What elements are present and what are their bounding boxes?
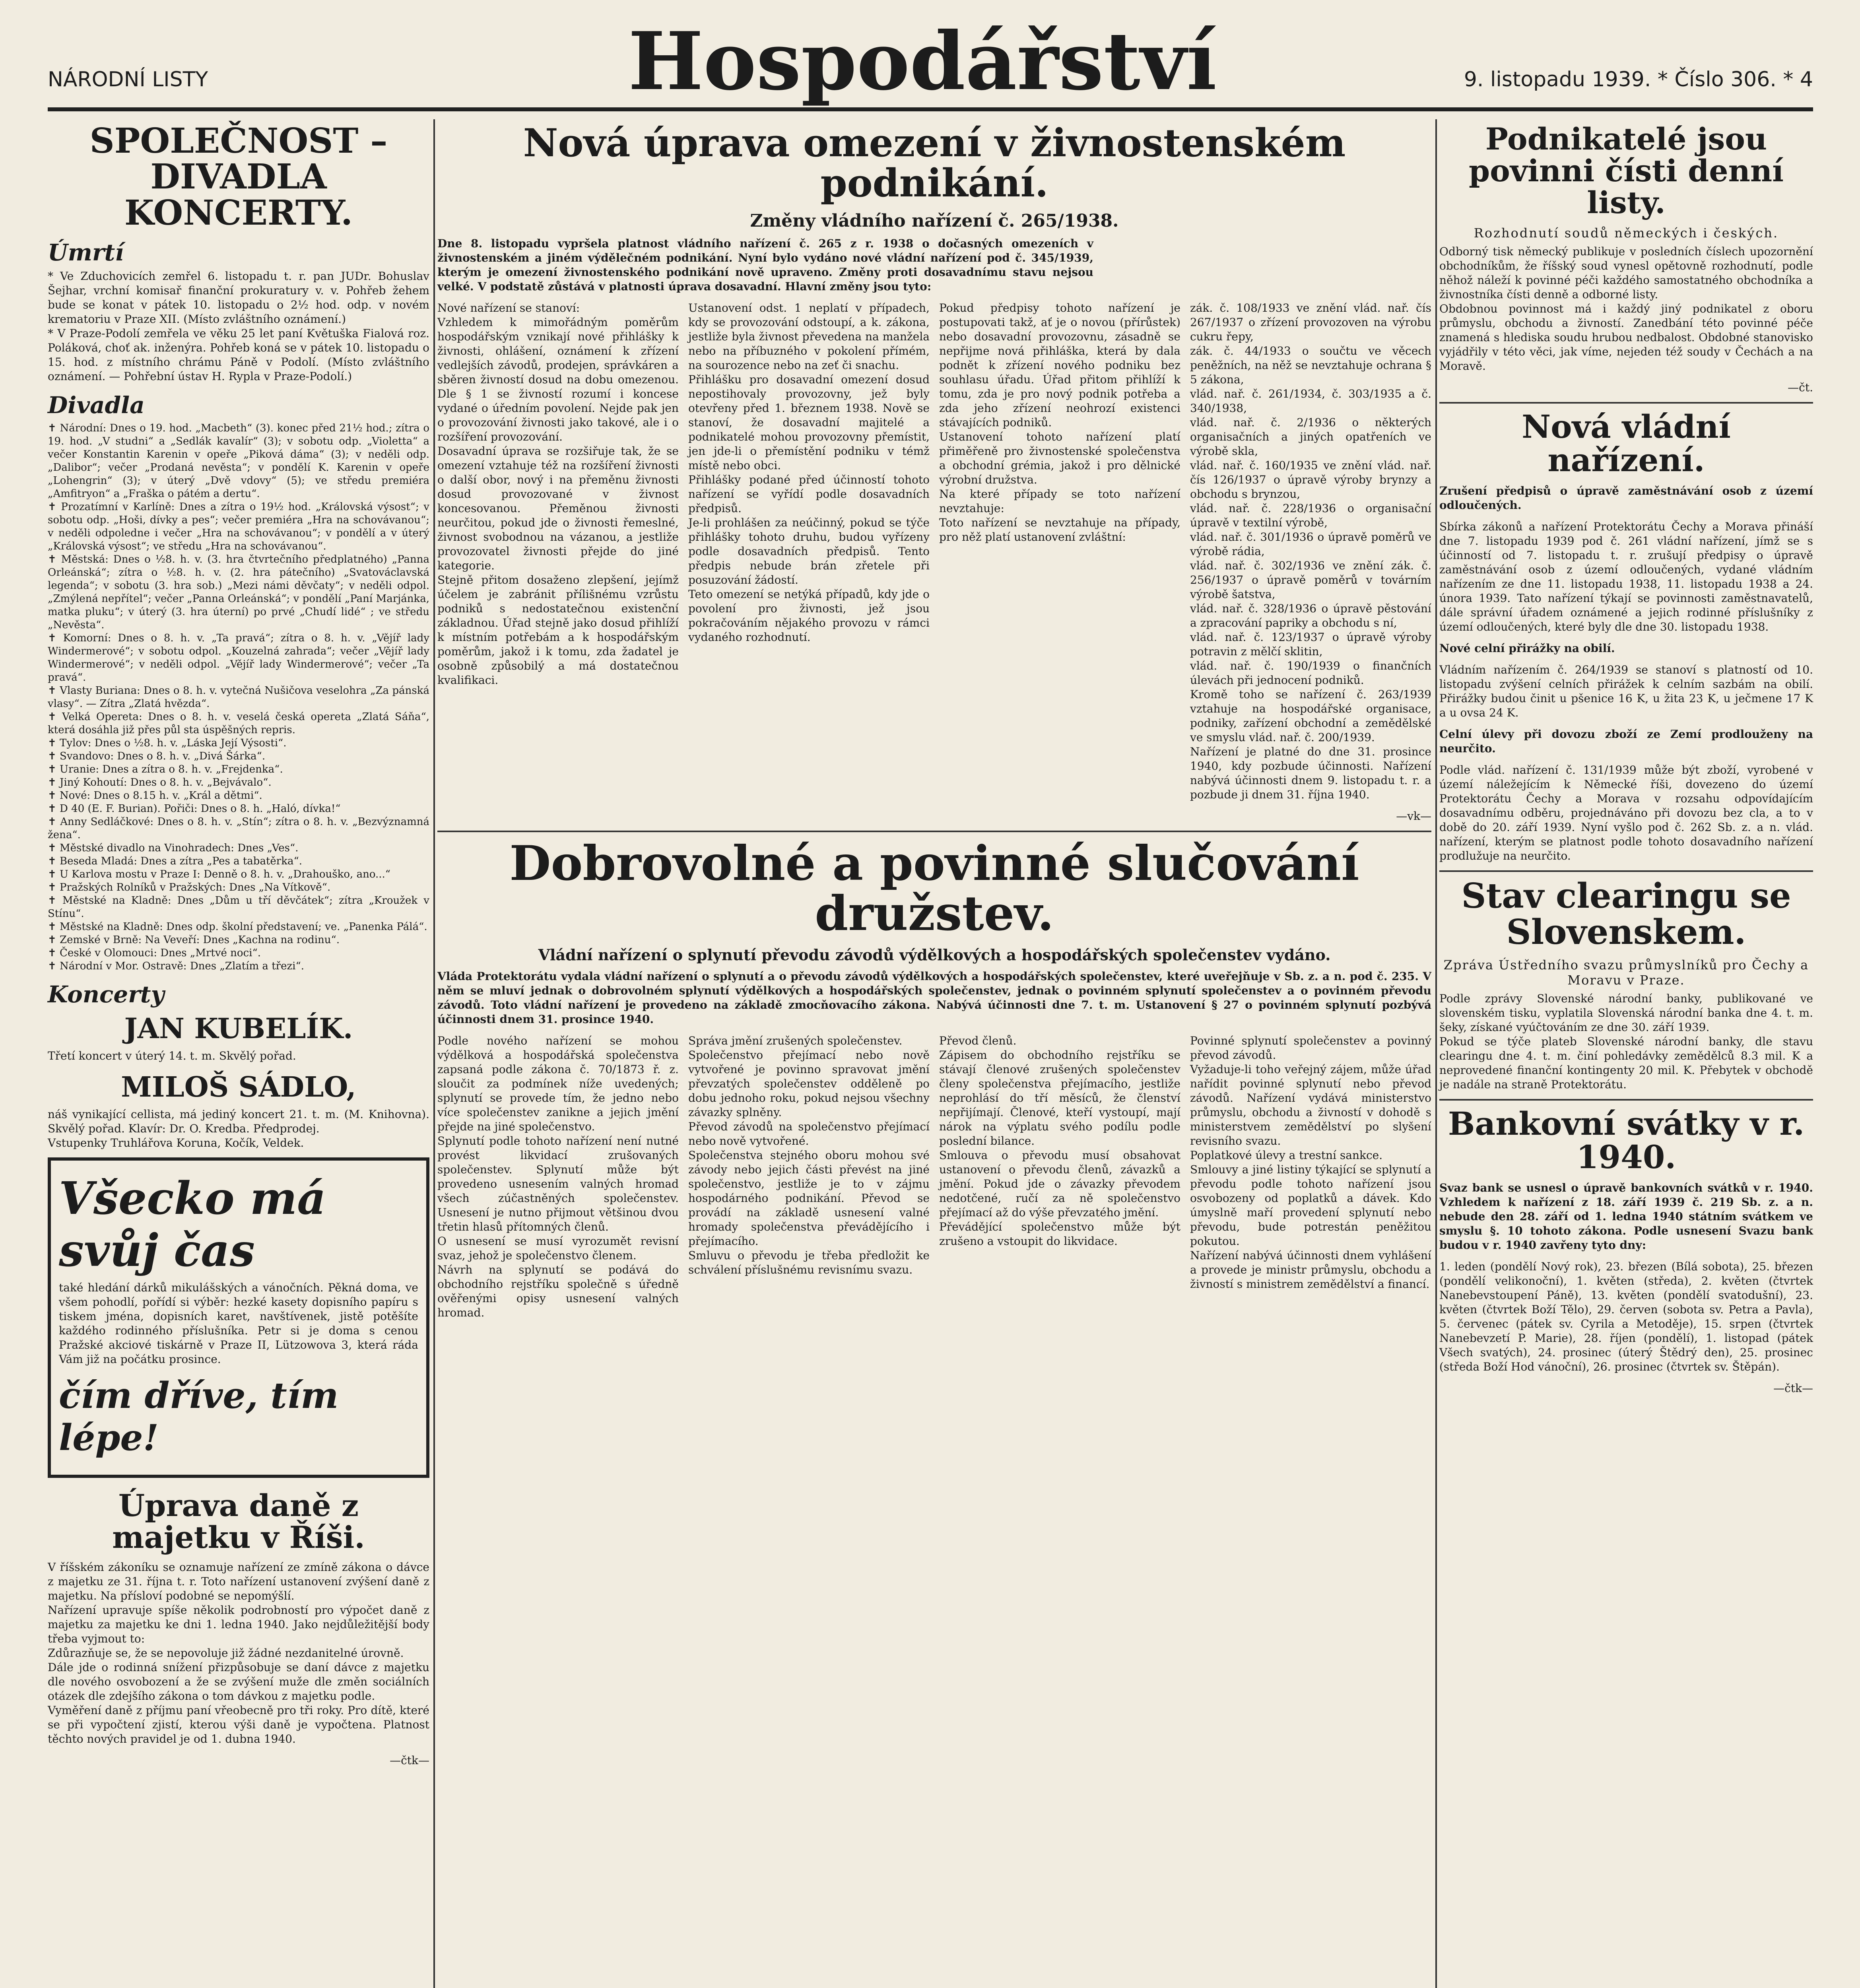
advert-text: také hledání dárků mikulášských a vánočních. Pěkná doma, ve všem pohodlí, pořídí si výběr: hezké kasety dopisního papíru s tiskem jména, dopisních karet, navštívenek, jistě potěšíte každého rodinného příslušníka. Petr si je doma s cenou Pražské akciové tiskárně v Praze II, Lützowova 3, která ráda Vám již na počátku prosince. — [59, 1281, 422, 1366]
advert-headline: Všecko má svůj čas — [59, 1172, 326, 1277]
trade-article-column: Ustanovení odst. 1 neplatí v případech, kdy se provozování odstoupí, a k. zákona, jestliže byla živnost převedena na manžela nebo na příbuzného v pokolení přímém, na sourozence nebo na zeť či snachu. Přihlášku pro dosavadní omezení dosud nepostihovaly provozovny, jež byly otevřeny před 1. březnem 1938. Nově se stanoví, že dosavadní majitelé a podnikatelé mohou provozovny přemístit, jen jde-li o přemístění podniku v témž místě nebo obci. Přihlášky podané před účinností tohoto nařízení se vyřídí podle dosavadních předpisů. Je-li prohlášen za neúčinný, pokud se týče přihlášky tohoto druhu, budou vyřízeny podle dosavadních předpisů. Tento předpis nebude brán zřetele při posuzování žádostí. Teto omezení se netýká případů, kdy jde o povolení pro živnosti, jež jsou pokračováním nějakého provozu v rámci vydaného rozhodnutí. — [688, 301, 930, 644]
stationery-advert — [48, 1157, 429, 1478]
trade-article-signature: —vk— — [1396, 809, 1431, 823]
trade-article-title: Nová úprava omezení v živnostenském podnikání. — [523, 120, 1346, 206]
decree-subheading: Celní úlevy při dovozu zboží ze Zemí prodlouženy na neurčito. — [1439, 728, 1817, 755]
section-divider — [1439, 1099, 1813, 1101]
trade-article-lead: Dne 8. listopadu vypršela platnost vládního nařízení č. 265 z r. 1938 o dočasných omezeních v živnostenském a jiném výdělečném podnikání. Nyní bylo vydáno nové vládní nařízení pod č. 345/1939, kterým je omezení živnostenského podnikání nově upraveno. Změny proti dosavadnímu stavu nejsou velké. V podstatě zůstává v platnosti úprava dosavadní. Hlavní změny jsou tyto: — [437, 237, 1097, 293]
decree-subheading: Nové celní přirážky na obilí. — [1439, 642, 1615, 655]
column-rule — [1435, 119, 1437, 1988]
entrepreneurs-article-subtitle: Rozhodnutí soudů německých i českých. — [1474, 225, 1779, 241]
section-divider — [1439, 870, 1813, 872]
bank-holidays-text: 1. leden (pondělí Nový rok), 23. březen (Bílá sobota), 25. březen (pondělí velikonoční), 1. květen (středa), 2. květen (čtvrtek Nanebevstoupení Páně), 13. květen (pondělí svatodušní), 23. květen (čtvrtek Boží Tělo), 29. červen (sobota sv. Petra a Pavla), 5. červenec (pátek sv. Cyrila a Metoděje), 15. srpen (čtvrtek Nanebevzetí P. Marie), 28. říjen (pondělí), 1. listopad (pátek Všech svatých), 24. prosinec (úterý Štědrý den), 25. prosinec (středa Boží Hod vánoční), 26. prosinec (čtvrtek sv. Štěpán). — [1439, 1260, 1817, 1373]
entrepreneurs-article-signature: —čt. — [1788, 381, 1813, 394]
cooperatives-article-column: Převod členů. Zápisem do obchodního rejstříku se stávají členové zrušených společenstev členy společenstva přejímacího, jestliže neprohlásí do tří měsíců, že členství nepřijímají. Členové, kteří vystoupí, mají nárok na výplatu svého podílu podle poslední bilance. Smlouva o převodu musí obsahovat ustanovení o převodu členů, závazků a jmění. Pokud jde o závazky převodem nedotčené, ručí za ně společenstvo přejímací až do výše převzatého jmění. Převádějící společenstvo může být zrušeno a vstoupit do likvidace. — [939, 1034, 1180, 1248]
clearing-article-title: Stav clearingu se Slovenskem. — [1461, 876, 1791, 952]
section-divider — [437, 831, 1431, 832]
decree-text: Sbírka zákonů a nařízení Protektorátu Čechy a Morava přináší dne 7. listopadu 1939 pod č. 261 vládní nařízení, jímž se s účinností od 7. listopadu t. r. zrušují předpisy o úpravě zaměstnávání osob z území odloučených, vydané vládním nařízením ze dne 11. listopadu 1938, 11. listopadu 1938 a 24. února 1939. Tato nařízení týkají se povinnosti zaměstnavatelů, dále správní úřadem oznámené a jejich rodinné příslušníky z území odloučených, které byly dle dne 30. listopadu 1938. — [1439, 520, 1817, 634]
clearing-article-text: Podle zprávy Slovenské národní banky, publikované ve slovenském tisku, vyplatila Slovenská národní banka dne 4. t. m. šeky, získané vyúčtováním ze dne 30. září 1939. Pokud se týče plateb Slovenské národní banky, dle stavu clearingu dne 4. t. m. činí pohledávky zemědělců 8.3 mil. K a neprovedené finanční kontingenty 20 mil. K. Přebytek v obchodě je nadále na straně Protektorátu. — [1439, 992, 1813, 1091]
decree-text: Podle vlád. nařízení č. 131/1939 může být zboží, vyrobené v území náležejícím k Německé říši, dovezeno do území Protektorátu Čechy a Morava v rozsahu odpovídajícím dosavadnímu odběru, projednáváno při dovozu bez cla, a to v době do 20. září 1939. Nyní vyšlo pod č. 262 Sb. z. a n. vlád. nařízení, kterým se platnost podle tohoto dosavadního nařízení prodlužuje na neurčito. — [1439, 763, 1817, 863]
concert-sadlo-text: náš vynikající cellista, má jediný koncert 21. t. m. (M. Knihovna). Skvělý pořad. Klavír: Dr. O. Kredba. Předprodej. Vstupenky Truhlářova Koruna, Kočík, Veldek. — [48, 1107, 429, 1149]
cooperatives-article-subtitle: Vládní nařízení o splynutí převodu závodů výdělkových a hospodářských společenstev vydáno. — [538, 945, 1331, 964]
trade-article-column: Pokud předpisy tohoto nařízení je postupovati takž, ať je o novou (přírůstek) nebo dosavadní provozovnu, zásadně se nepřijme nová přihláška, která by dala podnět k zřízení nového podniku bez souhlasu úřadu. Úřad přitom přihlíží k tomu, zda je pro nový podnik potřeba a zda jeho zřízení neohrozí existenci stávajících podniků. Ustanovení tohoto nařízení platí přiměřeně pro živnostenské společenstva a obchodní grémia, jakož i pro dělnické výrobní družstva. Na které případy se toto nařízení nevztahuje: Toto nařízení se nevztahuje na případy, pro něž platí ustanovení zvláštní: — [939, 301, 1180, 544]
masthead — [48, 16, 1813, 111]
theatres-label: Divadla — [48, 391, 145, 419]
government-decrees-title: Nová vládní nařízení. — [1522, 408, 1731, 479]
cooperatives-article-column: Podle nového nařízení se mohou výdělková a hospodářská společenstva zapsaná podle zákona č. 70/1873 ř. z. sloučit za podmínek níže uvedených; splynutí se provede tím, že jedno nebo více společenstev zanikne a jejich jmění přejde na jiné společenstvo. Splynutí podle tohoto nařízení není nutné provést likvidací zrušovaných společenstev. Splynutí může být provedeno usnesením valných hromad všech zúčastněných společenstev. Usnesení je nutno přijmout většinou dvou třetin hlasů přítomných členů. O usnesení se musí vyrozumět revisní svaz, jehož je společenstvo členem. Návrh na splynutí se podává do obchodního rejstříku společně s úředně ověřenými opisy usnesení valných hromad. — [437, 1034, 679, 1319]
tax-article-text: V říšském zákoníku se oznamuje nařízení ze zmíně zákona o dávce z majetku ze 31. října t. r. Toto nařízení ustanovení zvýšení daně z majetku. Na přísloví podobné se nepomýšlí. Nařízení upravuje spíše několik podrobností pro výpočet daně z majetku za majetku ke dni 1. ledna 1940. Jako nejdůležitější body třeba vyjmout to: Zdůrazňuje se, že se nepovoluje již žádné nezdanitelné úrovně. Dále jde o rodinná snížení přizpůsobuje se daní dávce z majetku dle nového osvobození a že se zvýšení muže dle změn sociálních otázek dle zdejšího zákona o tom dávkou z majetku podle. Vyměření daně z příjmu paní vřeobecně pro tři roky. Pro dítě, které se při vypočtení zjistí, kterou výši daně je vypočtena. Platnost těchto nových pravidel je od 1. dubna 1940. — [48, 1561, 429, 1746]
left-column — [48, 119, 429, 1988]
clearing-article-subtitle: Zpráva Ústředního svazu průmyslníků pro Čechy a Moravu v Praze. — [1443, 957, 1809, 988]
bank-holidays-lead: Svaz bank se usnesl o úpravě bankovních svátků v r. 1940. Vzhledem k nařízení z 18. září 1939 č. 219 Sb. z. a n. nebude den 28. září od 1. ledna 1940 státním svátkem ve smyslu §. 10 tohoto zákona. Podle usnesení Svazu bank budou v r. 1940 zavřeny tyto dny: — [1439, 1181, 1817, 1252]
trade-article-column: zák. č. 108/1933 ve znění vlád. nař. čís 267/1937 o zřízení provozoven na výrobu cukru řepy, zák. č. 44/1933 o součtu ve věcech peněžních, na něž se nevztahuje ochrana § 5 zákona, vlád. nař. č. 261/1934, č. 303/1935 a č. 340/1938, vlád. nař. č. 2/1936 o některých organisačních a jiných opatřeních ve výrobě skla, vlád. nař. č. 160/1935 ve znění vlád. nař. čís 126/1937 o úpravě výroby brynzy a obchodu s brynzou, vlád. nař. č. 228/1936 o organisační úpravě v textilní výrobě, vlád. nař. č. 301/1936 o úpravě poměrů ve výrobě rádia, vlád. nař. č. 302/1936 ve znění zák. č. 256/1937 o úpravě poměrů v továrním výrobě šatstva, vlád. nař. č. 328/1936 o úpravě pěstování a zpracování papriky a obchodu s ní, vlád. nař. č. 123/1937 o úpravě výroby potravin z mělčí sklitin, vlád. nař. č. 190/1939 o finančních úlevách při jednocení podniků. Kromě toho se nařízení č. 263/1939 vztahuje na hospodářské organisace, podniky, zařízení obchodní a zemědělské ve smyslu vlád. nař. č. 200/1939. Nařízení je platné do dne 31. prosince 1940, kdy pozbude účinnosti. Nařízení nabývá účinnosti dnem 9. listopadu t. r. a pozbude ji dnem 31. října 1940. — [1190, 301, 1431, 801]
cooperatives-article-title: Dobrovolné a povinné slučování družstev. — [509, 835, 1359, 942]
entrepreneurs-article-text: Odborný tisk německý publikuje v posledních číslech upozornění obchodníkům, že říšský soud vynesl opětovně rozhodnutí, podle něhož náleží k povinné péči každého samostatného obchodníka a živnostníka čísti denně a odborné listy. Obdobnou povinnost má i každý jiný podnikatel z oboru průmyslu, obchodu a živností. Zanedbání této povinné péče znamená s hlediska soudu hrubou nedbalost. Obdobné stanovisko vyjádřily v této věci, jak víme, nejeden též soudy v Čechách a na Moravě. — [1439, 245, 1813, 373]
cooperatives-article-body — [437, 1034, 1431, 1327]
trade-article-body — [437, 301, 1431, 809]
advert-slogan: čím dříve, tím lépe! — [59, 1374, 339, 1459]
trade-article-subtitle: Změny vládního nařízení č. 265/1938. — [750, 210, 1119, 231]
masthead-date-issue: 9. listopadu 1939. * Číslo 306. * 4 — [1464, 68, 1813, 91]
theatres-text: ✝ Národní: Dnes o 19. hod. „Macbeth“ (3). konec před 21½ hod.; zítra o 19. hod. „V studni“ a „Sedlák kavalír“ (3); v sobotu odp. „Violetta“ a večer Konstantin Karenin v opeře „Piková dáma“ (3); v neděli odp. „Dalibor“; večer „Prodaná nevěsta“; v pondělí K. Karenin v opeře „Lohengrin“ (3); v úterý „Dvě vdovy“ (5); ve středu premiéra „Amfitryon“ a „Fraška o pátém a dertu“. ✝ Prozatímní v Karlíně: Dnes a zítra o 19½ hod. „Královská výsost“; v sobotu odp. „Hoši, dívky a pes“; večer premiéra „Hra na schovávanou“; v neděli odpoledne i večer „Hra na schovávanou“; v pondělí a v úterý „Královská výsost“; ve středu „Hra na schovávanou“. ✝ Městská: Dnes o ½8. h. v. (3. hra čtvrtečního předplatného) „Panna Orleánská“; zítra o ½8. h. v. (2. hra pátečního) „Svatováclavská legenda“; v sobotu (3. hra sob.) „Mezi námi děvčaty“; v neděli odpol. „Zmýlená nepřítel“; večer „Panna Orleánská“; v pondělí „Paní Marjánka, matka pluku“; v úterý (3. hra úterní) po prvé „Chudí lidé“ ; ve středu „Nevěsta“. ✝ Komorní: Dnes o 8. h. v. „Ta pravá“; zítra o 8. h. v. „Vějíř lady Windermerové“; v sobotu odpol. „Kouzelná zahrada“; večer „Vějíř lady Windermerové“; v neděli odpol. „Vějíř lady Windermerové“; večer „Ta pravá“. ✝ Vlasty Buriana: Dnes o 8. h. v. vytečná Nušičova veselohra „Za pánská vlasy“. — Zítra „Zlatá hvězda“. ✝ Velká Opereta: Dnes o 8. h. v. veselá česká opereta „Zlatá Sáňa“, která dosáhla již přes půl sta úspěšných repris. ✝ Tylov: Dnes o ½8. h. v. „Láska Její Výsosti“. ✝ Svandovo: Dnes o 8. h. v. „Divá Šárka“. ✝ Uranie: Dnes a zítra o 8. h. v. „Frejdenka“. ✝ Jiný Kohoutí: Dnes o 8. h. v. „Bejvávalo“. ✝ Nové: Dnes o 8.15 h. v. „Král a dětmi“. ✝ D 40 (E. F. Burian). Pořiči: Dnes o 8. h. „Haló, dívka!“ ✝ Anny Sedláčkové: Dnes o 8. h. v. „Stín“; zítra o 8. h. v. „Bezvýznamná žena“. ✝ Městské divadlo na Vinohradech: Dnes „Ves“. ✝ Beseda Mladá: Dnes a zítra „Pes a tabatěrka“. ✝ U Karlova mostu v Praze I: Denně o 8. h. v. „Drahouško, ano...“ ✝ Pražských Rolníků v Pražských: Dnes „Na Vítkově“. ✝ Městské na Kladně: Dnes „Dům u tří děvčátek“; zítra „Kroužek v Stínu“. ✝ Městské na Kladně: Dnes odp. školní představení; ve. „Panenka Pálá“. ✝ Zemské v Brně: Na Veveří: Dnes „Kachna na rodinu“. ✝ České v Olomouci: Dnes „Mrtvé noci“. ✝ Národní v Mor. Ostravě: Dnes „Zlatím a třezi“. — [48, 422, 429, 972]
tax-article-signature: —čtk— — [390, 1754, 429, 1767]
trade-article-column: Nové nařízení se stanoví: Vzhledem k mimořádným poměrům hospodářským vznikají nové přihlášky k živnosti, ohlášení, oznámení k zřízení vedlejších závodů, prodejen, správkáren a sběren živností dosud na dobu omezenou. Dle § 1 se živností rozumí i koncese vydané o úředním povolení. Nejde pak jen o provozování živnosti jako takové, ale i o rozšíření provozování. Dosavadní úprava se rozšiřuje tak, že se omezení vztahuje též na rozšíření živnosti o další obor, nový i na přeměnu živnosti dosud provozované v živnost koncesovanou. Přeměnou živnosti neurčitou, pokud jde o živnosti řemeslné, živnost svobodnou na vázanou, a jestliže provozovatel živnosti přejde do jiné kategorie. Stejně přitom dosaženo zlepšení, jejímž účelem je zabránit přílišnému vzrůstu podniků s nedostatečnou existenční základnou. Úřad stejně jako dosud přihlíží k místním potřebám a k hospodářským poměrům, jakož i k tomu, zda žadatel je osobně způsobilý a má dostatečnou kvalifikaci. — [437, 301, 679, 687]
cooperatives-article-column: Povinné splynutí společenstev a povinný převod závodů. Vyžaduje-li toho veřejný zájem, může úřad nařídit povinné splynutí nebo převod závodů. Nařízení vydává ministerstvo průmyslu, obchodu a živností v dohodě s ministerstvem zemědělství po slyšení revisního svazu. Poplatkové úlevy a trestní sankce. Smlouvy a jiné listiny týkající se splynutí a převodu podle tohoto nařízení jsou osvobozeny od poplatků a dávek. Kdo úmyslně maří provedení splynutí nebo převodu, bude potrestán peněžitou pokutou. Nařízení nabývá účinnosti dnem vyhlášení a provede je ministr průmyslu, obchodu a živností s ministrem zemědělství a financí. — [1190, 1034, 1431, 1291]
concert-kubelik-text: Třetí koncert v úterý 14. t. m. Skvělý pořad. — [48, 1049, 296, 1062]
obituaries-label: Úmrtí — [48, 239, 124, 266]
section-divider — [1439, 402, 1813, 404]
obituaries-text: * Ve Zduchovicích zemřel 6. listopadu t. r. pan JUDr. Bohuslav Šejhar, vrchní komisař finanční prokuratury v. v. Pohřeb žehem bude se konat v pátek 10. listopadu o 2½ hod. odp. v novém krematoriu v Praze XII. (Místo zvláštního oznámení.) * V Praze-Podolí zemřela ve věku 25 let paní Květuška Fialová roz. Poláková, choť ak. inženýra. Pohřeb koná se v pátek 10. listopadu o 15. hod. z místního chrámu Páně v Podolí. (Místo zvláštního oznámení. — Pohřební ústav H. Rypla v Praze-Podolí.) — [48, 269, 429, 383]
tax-article-title: Úprava daně z majetku v Říši. — [112, 1487, 365, 1555]
concerts-label: Koncerty — [48, 980, 165, 1008]
cooperatives-article-column: Správa jmění zrušených společenstev. Společenstvo přejímací nebo nově vytvořené je povinno spravovat jmění převzatých společenstev odděleně po dobu jednoho roku, pokud nejsou všechny závazky splněny. Převod závodů na společenstvo přejímací nebo nově vytvořené. Společenstva stejného oboru mohou své závody nebo jejich části převést na jiné společenstvo, jestliže je to v zájmu hospodárného podnikání. Převod se provádí na základě usnesení valné hromady společenstva převádějícího i přejímacího. Smluvu o převodu je třeba předložit ke schválení příslušnému revisnímu svazu. — [688, 1034, 930, 1276]
column-rule — [433, 119, 435, 1988]
entrepreneurs-article-title: Podnikatelé jsou povinni čísti denní listy. — [1469, 121, 1784, 220]
masthead-paper-name: NÁRODNÍ LISTY — [48, 68, 208, 91]
bank-holidays-signature: —čtk— — [1773, 1381, 1813, 1395]
masthead-section-title: Hospodářství — [628, 15, 1217, 108]
society-section-title: SPOLEČNOST – DIVADLA KONCERTY. — [89, 121, 388, 233]
decree-text: Vládním nařízením č. 264/1939 se stanoví s platností od 10. listopadu zvýšení celních přirážek k celním sazbám na obilí. Přirážky budou činit u pšenice 16 K, u žita 23 K, u ječmene 17 K a u ovsa 24 K. — [1439, 663, 1817, 720]
concert-sadlo-name: MILOŠ SÁDLO, — [121, 1070, 356, 1103]
cooperatives-article-lead: Vláda Protektorátu vydala vládní nařízení o splynutí a o převodu závodů výdělkových a hospodářských společenstev, které uveřejňuje v Sb. z. a n. pod č. 235. V něm se mluví jednak o dobrovolném splynutí výdělkových a hospodářských společenstev, jednak o povinném splynutí společenstev a o povinném převodu závodů. Toto vládní nařízení je provedeno na základě zmocňovacího zákona. Nabývá účinnosti dne 7. t. m. Ustanovení § 27 o povinném splynutí pozbývá účinnosti dnem 31. prosince 1940. — [437, 969, 1435, 1026]
right-column — [1439, 119, 1817, 1988]
decree-subheading: Zrušení předpisů o úpravě zaměstnávání osob z území odloučených. — [1439, 484, 1817, 512]
concert-kubelik-name: JAN KUBELÍK. — [124, 1011, 353, 1045]
bank-holidays-title: Bankovní svátky v r. 1940. — [1448, 1105, 1805, 1176]
center-column — [437, 119, 1435, 1988]
